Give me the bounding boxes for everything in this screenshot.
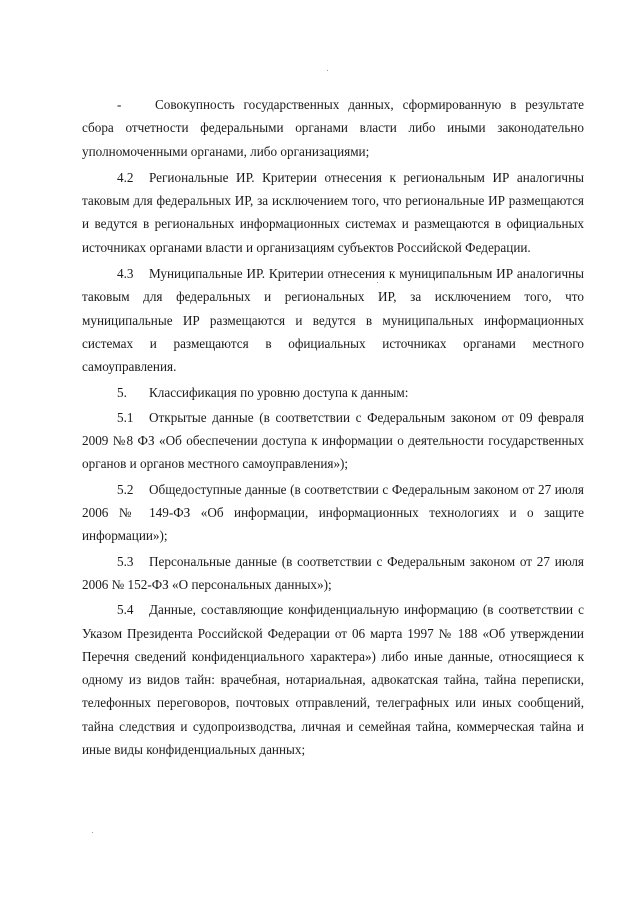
item-text: Региональные ИР. Критерии отнесения к региональным ИР аналогичны таковым для федеральных ИР, за исключением того, что региональные ИР размещаются и ведутся в региональных информационных системах и размещаются в официальных источниках органами власти и организациям субъектов Российской Федерации. [82,169,584,255]
section-5-4 [82,598,584,761]
section-4-2 [82,166,584,259]
item-marker: 4.3 [117,266,134,282]
scan-speck [327,70,328,71]
document-body [82,93,584,761]
item-marker: 5.3 [117,553,134,569]
item-marker: - [117,97,122,112]
list-item-dash [82,93,584,163]
item-text: Классификация по уровню доступа к данным: [149,384,409,400]
item-text: Открытые данные (в соответствии с Федеральным законом от 09 февраля 2009 №8 ФЗ «Об обеспечении доступа к информации о деятельности государственных органов и органов местного самоуправления»); [82,409,584,472]
section-5-3 [82,550,584,597]
item-marker: 5.2 [117,481,134,497]
item-text: Муниципальные ИР. Критерии отнесения к муниципальным ИР аналогичны таковым для федеральных и региональных ИР, за исключением того, что муниципальные ИР размещаются и ведутся в муниципальных информационных системах и размещаются в официальных источниках органами местного самоуправления. [82,266,584,375]
item-text: Данные, составляющие конфиденциальную информацию (в соответствии с Указом Президента Российской Федерации от 06 марта 1997 № 188 «Об утверждении Перечня сведений конфиденциального характера») либо иные данные, относящиеся к одному из видов тайн: врачебная, нотариальная, адвокатская тайна, тайна переписки, телефонных переговоров, почтовых отправлений, телеграфных или иных сообщений, тайна следствия и судопроизводства, личная и семейная тайна, коммерческая тайна и иные виды конфиденциальных данных; [82,602,584,758]
scan-speck [92,832,93,833]
item-text: Общедоступные данные (в соответствии с Федеральным законом от 27 июля 2006 № 149-ФЗ «Об информации, информационных технологиях и о защите информации»); [82,481,584,544]
section-5-2 [82,478,584,548]
section-5-1 [82,406,584,476]
item-text: Совокупность государственных данных, сформированную в результате сбора отчетности федеральными органами власти либо иными законодательно уполномоченными органами, либо организациями; [82,97,584,159]
item-marker: 4.2 [117,169,134,185]
item-marker: 5.4 [117,602,134,618]
item-marker: 5.1 [117,409,134,425]
item-marker: 5. [117,384,127,400]
section-4-3 [82,262,584,378]
section-5 [82,381,584,404]
item-text: Персональные данные (в соответствии с Федеральным законом от 27 июля 2006 № 152-ФЗ «О персональных данных»); [82,553,584,592]
